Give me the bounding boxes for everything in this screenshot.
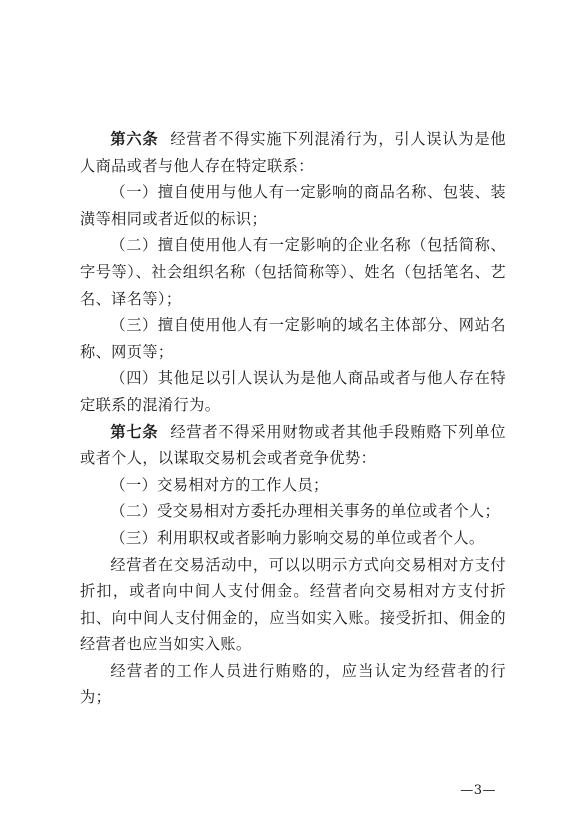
article-7-paragraph-3: 经营者的工作人员进行贿赂的，应当认定为经营者的行为； [80, 661, 506, 707]
article-7-item-1: （一）交易相对方的工作人员； [110, 475, 329, 494]
article-6-item-2: （二）擅自使用他人有一定影响的企业名称（包括简称、字号等）、社会组织名称（包括简称等）、姓名（包括笔名、艺名、译名等）； [80, 236, 506, 308]
article-6-item-4: （四）其他足以引人误认为是他人商品或者与他人存在特定联系的混淆行为。 [80, 369, 506, 414]
article-6-item-1: （一）擅自使用与他人有一定影响的商品名称、包装、装潢等相同或者近似的标识； [80, 183, 506, 228]
article-7-heading-paragraph [80, 419, 506, 472]
article-7-item-2: （二）受交易相对方委托办理相关事务的单位或者个人； [110, 502, 501, 521]
article-7-item-3: （三）利用职权或者影响力影响交易的单位或者个人。 [110, 528, 485, 547]
article-6-heading-paragraph [80, 126, 506, 179]
article-7-label: 第七条 [110, 422, 159, 441]
article-6-text: 经营者不得实施下列混淆行为，引人误认为是他人商品或者与他人存在特定联系： [80, 130, 507, 175]
article-6-label: 第六条 [110, 130, 159, 148]
article-7-paragraph-2: 经营者在交易活动中，可以以明示方式向交易相对方支付折扣，或者向中间人支付佣金。经营者向交易相对方支付折扣、向中间人支付佣金的，应当如实入账。接受折扣、佣金的经营者也应当如实入账。 [80, 555, 506, 654]
article-7-text: 经营者不得采用财物或者其他手段贿赂下列单位或者个人，以谋取交易机会或者竞争优势： [80, 422, 507, 468]
article-6-item-3: （三）擅自使用他人有一定影响的域名主体部分、网站名称、网页等； [80, 316, 506, 361]
document-body [80, 126, 506, 711]
page-number: —3— [460, 783, 496, 798]
